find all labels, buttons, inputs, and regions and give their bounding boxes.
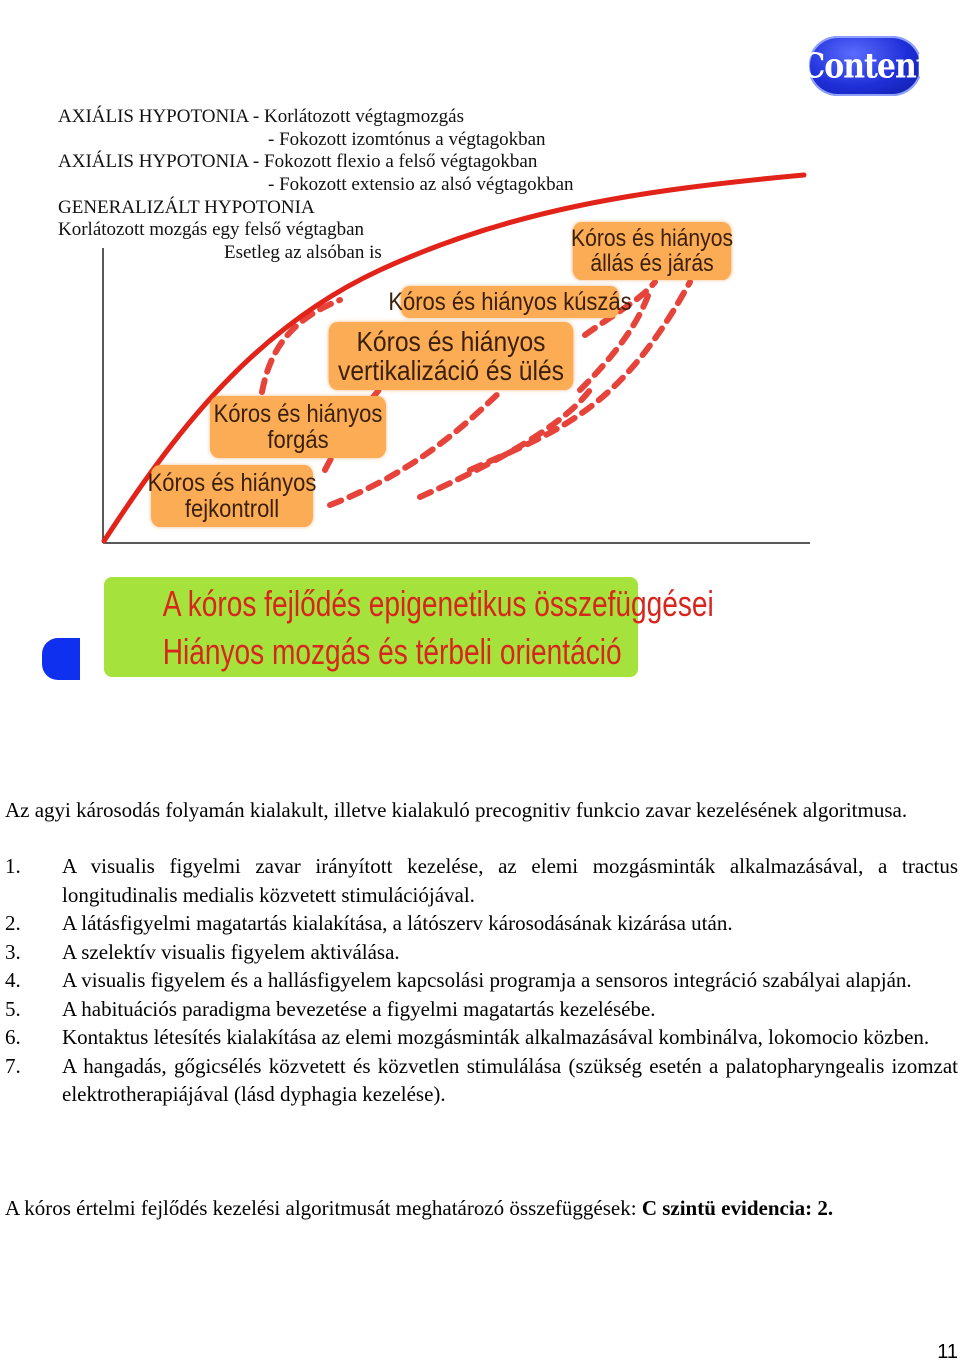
- list-item: 5. A habituációs paradigma bevezetése a figyelmi magatartás kezelésébe.: [5, 996, 656, 1021]
- box-standing-line2: állás és járás: [590, 250, 714, 277]
- box-rolling: [210, 396, 386, 458]
- box-standing-line1: Kóros és hiányos: [570, 224, 734, 252]
- intro-paragraph: Az agyi károsodás folyamán kialakult, illetve kialakuló precognitiv funkcio zavar kezelésének algoritmusa.: [5, 798, 908, 822]
- diagram-title-box: [104, 577, 714, 677]
- box-head-control-line1: Kóros és hiányos: [147, 468, 317, 497]
- label-axial-hypotonia-2: AXIÁLIS HYPOTONIA - Fokozott flexio a felső végtagokban: [58, 151, 538, 172]
- label-limited-movement: Korlátozott mozgás egy felső végtagban: [58, 219, 365, 240]
- conclusion-paragraph: [5, 1194, 958, 1222]
- label-axial-hypotonia-1: AXIÁLIS HYPOTONIA - Korlátozott végtagmozgás: [58, 106, 464, 127]
- list-item: 1. A visualis figyelmi zavar irányított kezelése, az elemi mozgásminták alkalmazásával, a tractus longitudinalis medialis közvetett stimulációjával.: [5, 854, 958, 907]
- box-rolling-line1: Kóros és hiányos: [213, 399, 383, 428]
- box-standing-walking: [570, 222, 734, 280]
- logo-text: Content: [801, 45, 929, 87]
- list-item: 6. Kontaktus létesítés kialakítása az elemi mozgásminták alkalmazásával kombinálva, lokomocio közben.: [5, 1025, 930, 1049]
- list-item: 3. A szelektív visualis figyelem aktiválása.: [5, 939, 400, 964]
- box-head-control-line2: fejkontroll: [184, 495, 280, 523]
- page-number: 11: [937, 1341, 958, 1363]
- list-item: 4. A visualis figyelem és a hallásfigyelem kapcsolási programja a sensoros integráció szabályai alapján.: [5, 968, 912, 992]
- box-head-control: [147, 465, 317, 527]
- box-verticalization-line1: Kóros és hiányos: [356, 325, 546, 357]
- label-possibly-lower: Esetleg az alsóban is: [224, 242, 382, 263]
- evidence-level: C szintü evidencia: 2.: [641, 1196, 834, 1220]
- box-rolling-line2: forgás: [267, 426, 329, 454]
- label-generalized-hypotonia: GENERALIZÁLT HYPOTONIA: [58, 197, 315, 218]
- label-increased-tone: - Fokozott izomtónus a végtagokban: [268, 129, 546, 150]
- box-verticalization-sitting: [329, 322, 574, 390]
- algorithm-list: [5, 852, 958, 1109]
- box-crawling: [388, 286, 632, 318]
- diagram-title-line2: Hiányos mozgás és térbeli orientáció: [162, 631, 622, 672]
- diagram-title-line1: A kóros fejlődés epigenetikus összefüggései: [162, 583, 714, 624]
- list-item: 7. A hangadás, gőgicsélés közvetett és közvetlen stimulálása (szükség esetén a palatopharyngealis izomzat elektrotherapiájával (lásd dyphagia kezelése).: [5, 1053, 958, 1106]
- box-verticalization-line2: vertikalizáció és ülés: [338, 355, 564, 386]
- blue-tab-decoration: [42, 638, 80, 680]
- label-increased-extension: - Fokozott extensio az alsó végtagokban: [268, 174, 574, 195]
- conclusion-text: A kóros értelmi fejlődés kezelési algoritmusát meghatározó összefüggések:: [5, 1196, 642, 1220]
- list-item: 2. A látásfigyelmi magatartás kialakítása, a látószerv károsodásának kizárása után.: [5, 911, 733, 935]
- box-crawling-line1: Kóros és hiányos kúszás: [388, 287, 632, 316]
